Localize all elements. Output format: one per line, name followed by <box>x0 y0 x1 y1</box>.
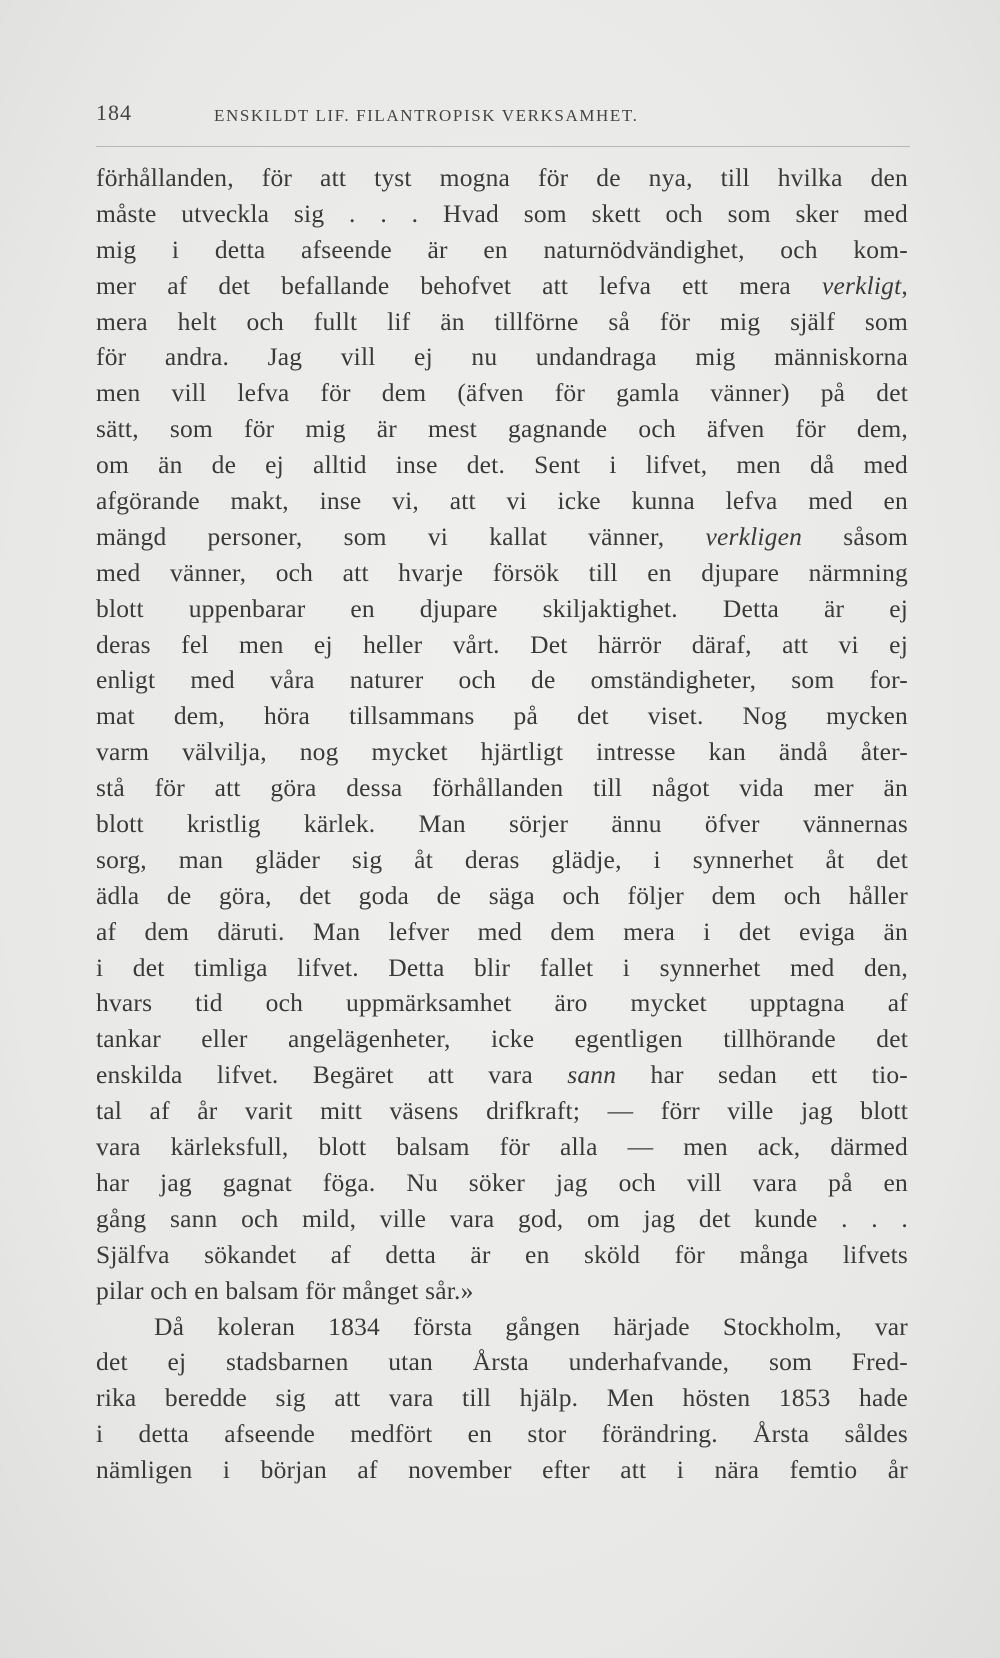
text-line <box>96 1057 908 1093</box>
text-line <box>96 842 908 878</box>
text-segment: om än de ej alltid inse det. Sent i lifvet, men då med <box>96 450 908 480</box>
text-line <box>96 1380 908 1416</box>
text-line <box>96 1021 908 1057</box>
text-segment: afgörande makt, inse vi, att vi icke kunna lefva med en <box>96 486 908 516</box>
text-line <box>96 519 908 555</box>
text-line <box>96 1129 908 1165</box>
text-line <box>96 555 908 591</box>
text-line <box>96 914 908 950</box>
text-line <box>96 770 908 806</box>
text-line <box>96 627 908 663</box>
text-line <box>96 232 908 268</box>
text-segment: gång sann och mild, ville vara god, om jag det kunde . . . <box>96 1203 908 1233</box>
text-segment: förhållanden, för att tyst mogna för de nya, till hvilka den <box>96 163 908 192</box>
text-segment: det ej stadsbarnen utan Årsta underhafvande, som Fred- <box>96 1347 908 1377</box>
text-line <box>96 1165 908 1201</box>
text-segment: sorg, man gläder sig åt deras glädje, i synnerhet åt det <box>96 844 908 874</box>
text-segment: mängd personer, som vi kallat vänner, <box>96 521 706 551</box>
text-line <box>96 878 908 914</box>
text-line <box>96 950 908 986</box>
text-segment: mat dem, höra tillsammans på det viset. Nog mycken <box>96 701 908 731</box>
text-line <box>96 591 908 627</box>
text-segment: mig i detta afseende är en naturnödvändighet, och kom- <box>96 234 908 264</box>
text-segment: måste utveckla sig . . . Hvad som skett och som sker med <box>96 198 908 228</box>
text-segment: med vänner, och att hvarje försök till en djupare närmning <box>96 557 908 587</box>
text-line <box>96 1201 908 1237</box>
text-segment: , <box>901 270 908 300</box>
text-segment: varm välvilja, nog mycket hjärtligt intresse kan ändå åter- <box>96 737 908 767</box>
text-segment: sätt, som för mig är mest gagnande och äfven för dem, <box>96 414 908 444</box>
text-segment: af dem däruti. Man lefver med dem mera i det eviga än <box>96 916 908 946</box>
text-segment: mer af det befallande behofvet att lefva ett mera <box>96 270 822 300</box>
text-segment: enligt med våra naturer och de omständigheter, som for- <box>96 665 908 695</box>
text-segment: pilar och en balsam för månget sår.» <box>96 1275 474 1305</box>
text-segment: hvars tid och uppmärksamhet äro mycket upptagna af <box>96 988 908 1018</box>
text-segment: tal af år varit mitt väsens drifkraft; — förr ville jag blott <box>96 1096 908 1126</box>
page-number: 184 <box>96 100 132 125</box>
emphasized-text: verkligen <box>705 521 803 551</box>
text-segment: Då koleran 1834 första gången härjade Stockholm, var <box>154 1311 908 1341</box>
text-line <box>96 1309 908 1345</box>
text-segment: för andra. Jag vill ej nu undandraga mig människorna <box>96 342 908 372</box>
text-line <box>96 196 908 232</box>
text-line <box>96 1237 908 1273</box>
text-line <box>96 698 908 734</box>
emphasized-text: sann <box>567 1060 617 1090</box>
text-segment: Själfva sökandet af detta är en sköld för många lifvets <box>96 1239 908 1269</box>
text-line <box>96 662 908 698</box>
text-segment: nämligen i början af november efter att i nära femtio år <box>96 1455 908 1485</box>
text-segment: vara kärleksfull, blott balsam för alla — men ack, därmed <box>96 1132 908 1162</box>
text-line <box>96 160 908 196</box>
text-line <box>96 447 908 483</box>
body-text <box>96 160 908 1488</box>
text-line <box>96 1452 908 1488</box>
text-line <box>96 411 908 447</box>
text-segment: tankar eller angelägenheter, icke egentligen tillhörande det <box>96 1024 908 1054</box>
text-segment: enskilda lifvet. Begäret att vara <box>96 1060 568 1090</box>
running-head <box>96 100 916 134</box>
text-segment: i detta afseende medfört en stor förändring. Årsta såldes <box>96 1419 908 1449</box>
text-segment: har jag gagnat föga. Nu söker jag och vill vara på en <box>96 1167 908 1197</box>
text-line <box>96 1093 908 1129</box>
text-segment: deras fel men ej heller vårt. Det härrör däraf, att vi ej <box>96 629 908 659</box>
text-line <box>96 985 908 1021</box>
text-line <box>96 304 908 340</box>
text-line <box>96 806 908 842</box>
text-segment: blott uppenbarar en djupare skiljaktighet. Detta är ej <box>96 593 908 623</box>
text-segment: men vill lefva för dem (äfven för gamla vänner) på det <box>96 378 908 408</box>
emphasized-text: verkligt <box>821 270 902 300</box>
text-line <box>96 1416 908 1452</box>
header-rule <box>96 146 910 147</box>
text-line <box>96 268 908 304</box>
text-segment: blott kristlig kärlek. Man sörjer ännu öfver vännernas <box>96 809 908 839</box>
running-title: ENSKILDT LIF. FILANTROPISK VERKSAMHET. <box>214 106 639 125</box>
text-line <box>96 375 908 411</box>
text-line <box>96 1344 908 1380</box>
text-line <box>96 339 908 375</box>
text-line <box>96 483 908 519</box>
text-segment: mera helt och fullt lif än tillförne så för mig själf som <box>96 306 908 336</box>
text-segment: såsom <box>802 521 908 551</box>
text-segment: stå för att göra dessa förhållanden till något vida mer än <box>96 773 908 803</box>
text-segment: ädla de göra, det goda de säga och följer dem och håller <box>96 880 908 910</box>
text-line <box>96 734 908 770</box>
text-segment: i det timliga lifvet. Detta blir fallet i synnerhet med den, <box>96 952 908 982</box>
text-segment: har sedan ett tio- <box>616 1060 908 1090</box>
text-line <box>96 1273 908 1309</box>
text-segment: rika beredde sig att vara till hjälp. Men hösten 1853 hade <box>96 1383 908 1413</box>
